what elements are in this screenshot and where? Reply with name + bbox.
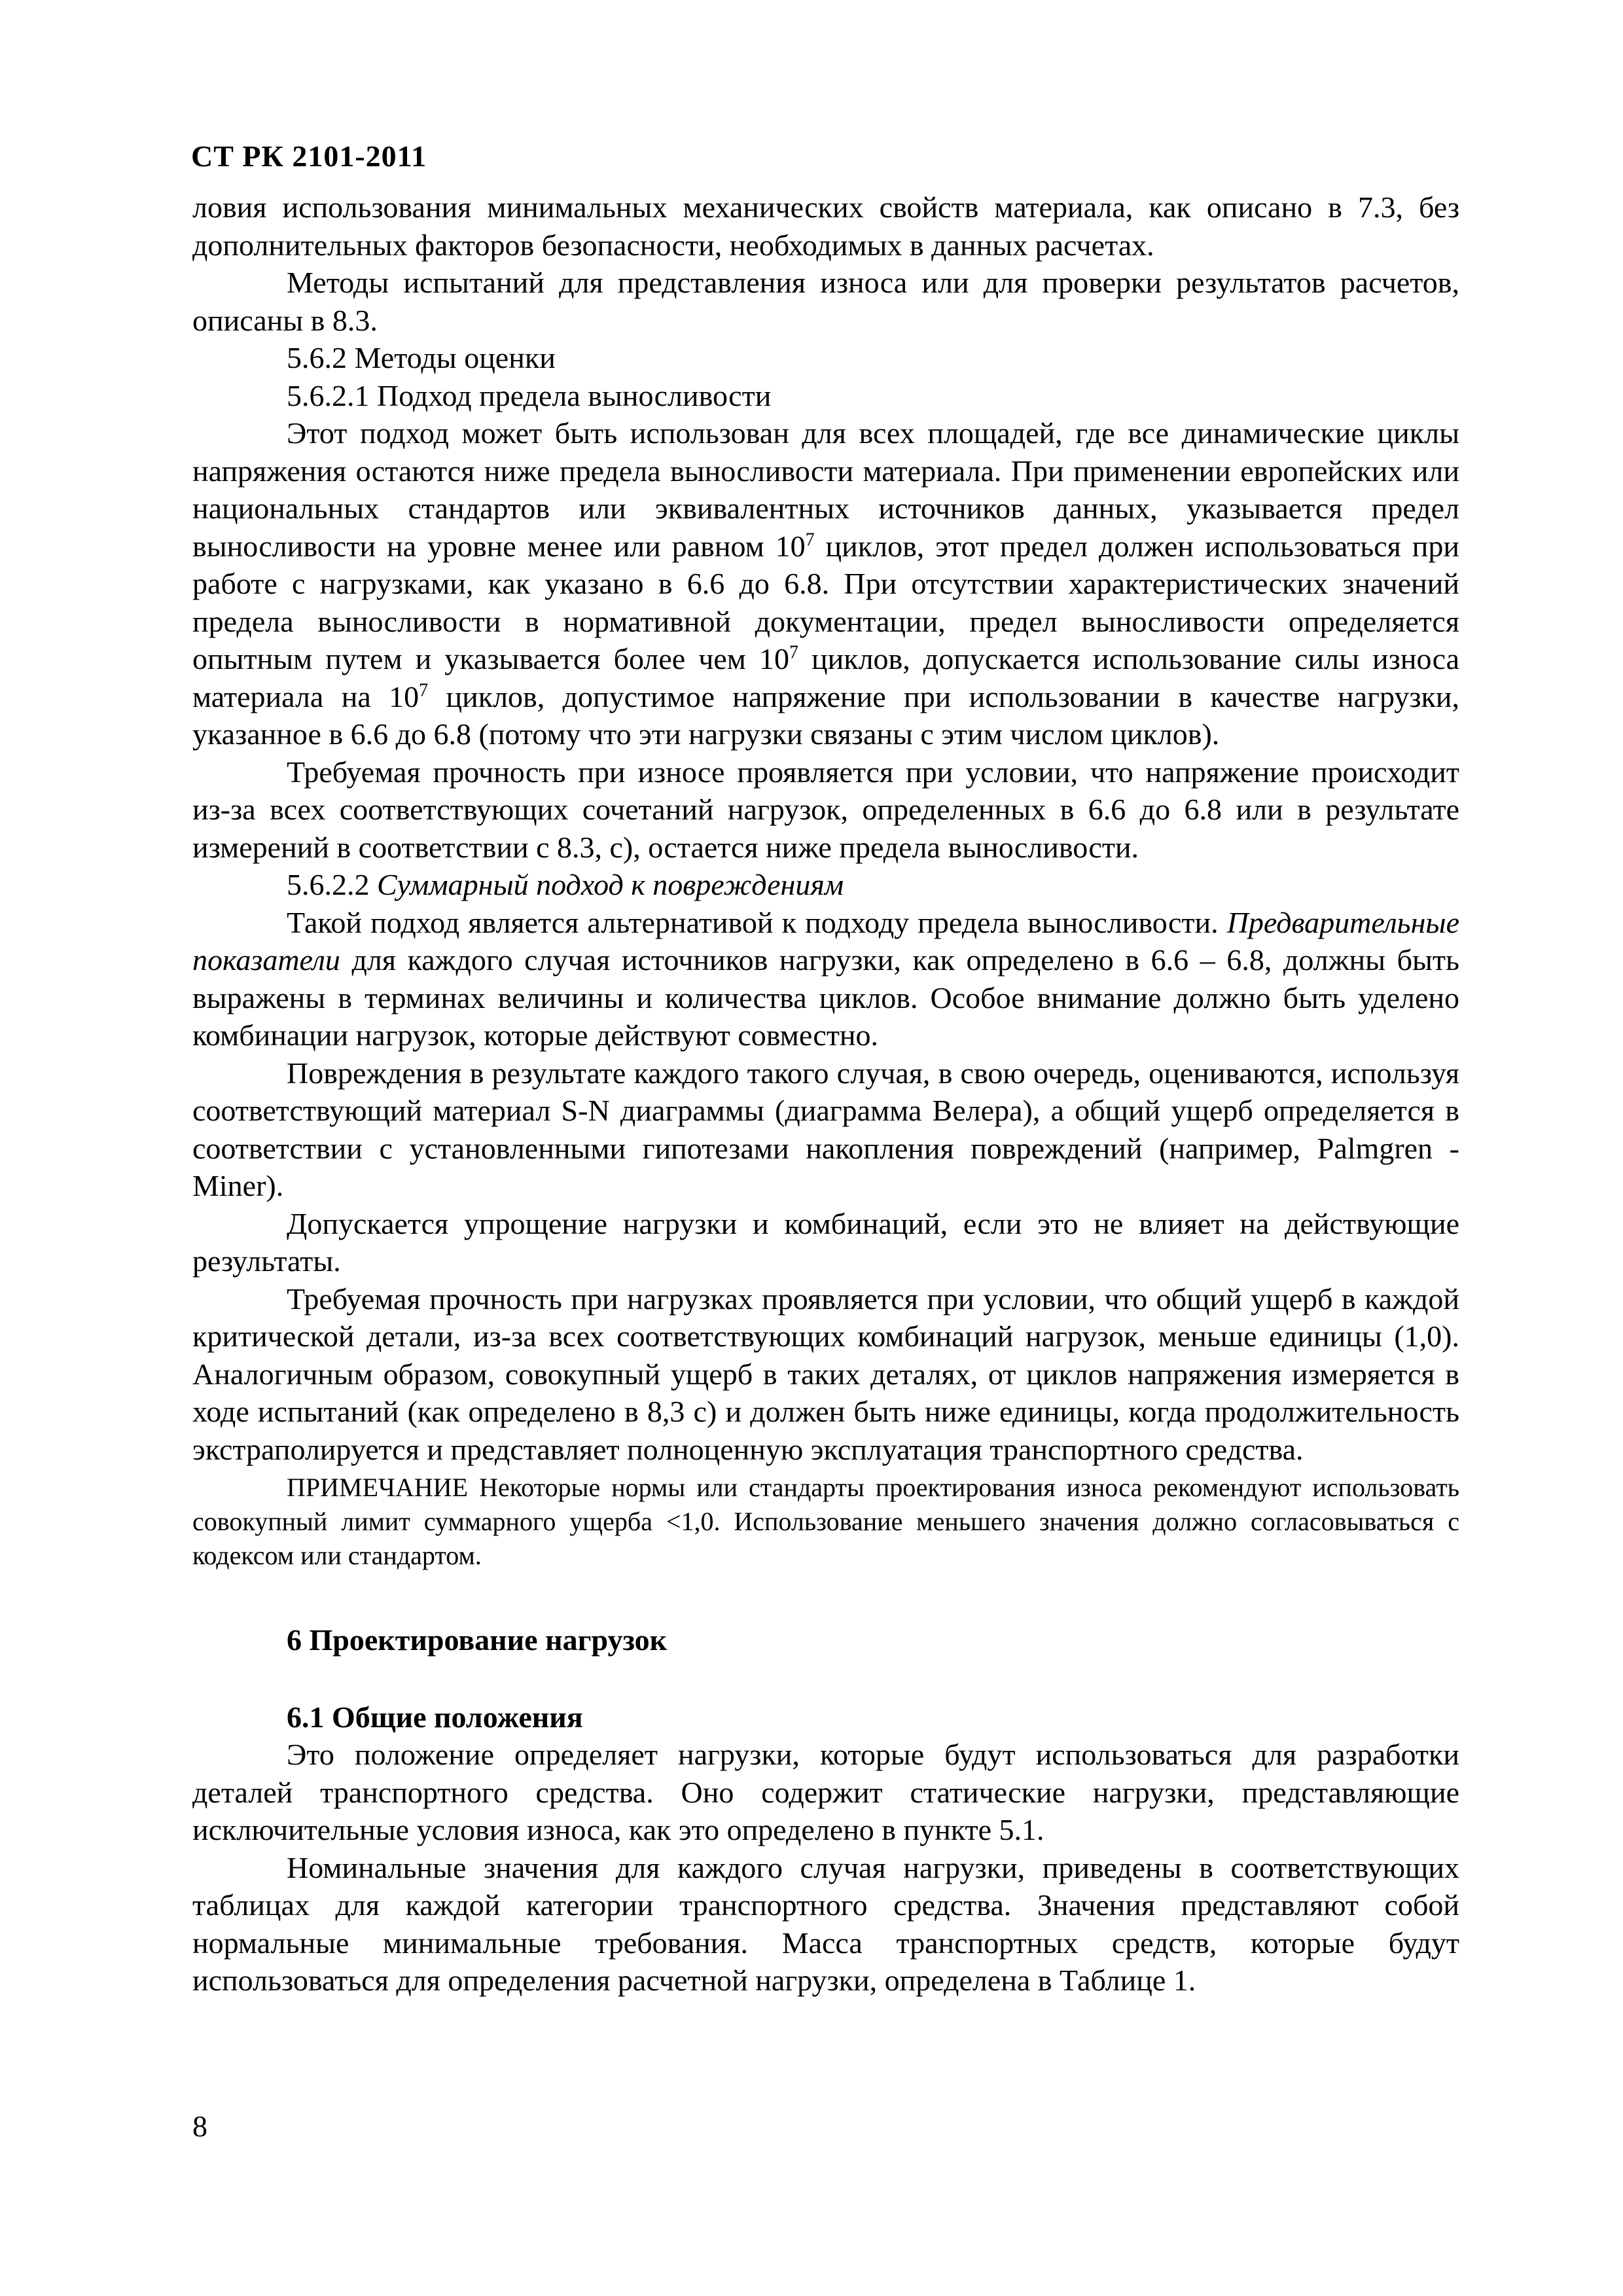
paragraph-continuation: ловия использования минимальных механических свойств материала, как описано в 7.3, без дополнительных факторов безопасности, необходимых в данных расчетах. [192,190,1459,262]
page-number: 8 [192,2109,207,2143]
subheading-title: Суммарный подход к повреждениям [377,868,844,901]
subheading-number: 5.6.2.2 [287,868,377,901]
document-header-code: СТ РК 2101-2011 [191,139,427,173]
superscript-exponent: 7 [789,642,798,663]
text-run: циклов, допустимое напряжение при использовании в качестве нагрузки, указанное в 6.6 до 6.8 (потому что эти нагрузки связаны с этим числом циклов). [192,679,1459,751]
paragraph-load-strength: Требуемая прочность при нагрузках проявляется при условии, что общий ущерб в каждой критической детали, из-за всех соответствующих комбинаций нагрузок, меньше единицы (1,0). Аналогичным образом, совокупный ущерб в таких деталях, от циклов напряжения измеряется в ходе испытаний (как определено в 8,3 с) и должен быть ниже единицы, когда продолжительность экстраполируется и представляет полноценную эксплуатация транспортного средства. [192,1282,1459,1466]
note-paragraph: ПРИМЕЧАНИЕ Некоторые нормы или стандарты проектирования износа рекомендуют использовать совокупный лимит суммарного ущерба <1,0. Использование меньшего значения должно согласовываться с кодексом или стандартом. [192,1473,1459,1570]
text-run: Этот подход может быть использован для всех площадей, где все динамические циклы напряжения остаются ниже предела выносливости материала. При применении европейских или национальных стандартов или эквивалентных источников данных, указывается предел выносливости на уровне менее или равном 10 [192,416,1459,563]
paragraph-endurance-limit [192,414,1459,753]
text-run: Такой подход является альтернативой к подходу предела выносливости. [287,905,1227,939]
text-run: циклов, этот предел должен использоваться при работе с нагрузками, как указано в 6.6 до 6.8. При отсутствии характеристических значений предела выносливости в нормативной документации, предел выносливости определяется опытным путем и указывается более чем 10 [192,529,1459,675]
subheading-5-6-2-1: 5.6.2.1 Подход предела выносливости [287,378,772,412]
text-run: циклов, допускается использование силы износа материала на 10 [192,642,1460,713]
paragraph-damage-assessment: Повреждения в результате каждого такого случая, в свою очередь, оцениваются, используя соответствующий материал S-N диаграммы (диаграмма Велера), а общий ущерб определяется в соответствии с установленными гипотезами накопления повреждений (например, Palmgren - Miner). [192,1056,1459,1202]
section-heading-6-1: 6.1 Общие положения [287,1700,583,1734]
italic-term: Предварительные показатели [192,905,1459,977]
section-heading-6: 6 Проектирование нагрузок [287,1623,668,1657]
superscript-exponent: 7 [419,680,429,701]
document-body [192,188,1459,2000]
subheading-5-6-2-2 [192,866,1459,904]
subheading-5-6-2: 5.6.2 Методы оценки [287,341,556,374]
paragraph-general-provisions: Это положение определяет нагрузки, которые будут использоваться для разработки деталей транспортного средства. Оно содержит статические нагрузки, представляющие исключительные условия износа, как это определено в пункте 5.1. [192,1738,1459,1846]
paragraph-test-methods: Методы испытаний для представления износа или для проверки результатов расчетов, описаны в 8.3. [192,266,1459,337]
paragraph-nominal-values: Номинальные значения для каждого случая нагрузки, приведены в соответствующих таблицах для каждой категории транспортного средства. Значения представляют собой нормальные минимальные требования. Масса транспортных средств, которые будут использоваться для определения расчетной нагрузки, определена в Таблице 1. [192,1850,1459,1997]
superscript-exponent: 7 [805,529,815,550]
text-run: для каждого случая источников нагрузки, как определено в 6.6 – 6.8, должны быть выражены в терминах величины и количества циклов. Особое внимание должно быть уделено комбинации нагрузок, которые действуют совместно. [192,943,1459,1052]
paragraph-wear-strength: Требуемая прочность при износе проявляется при условии, что напряжение происходит из-за всех соответствующих сочетаний нагрузок, определенных в 6.6 до 6.8 или в результате измерений в соответствии с 8.3, с), остается ниже предела выносливости. [192,755,1459,864]
paragraph-cumulative-approach [192,904,1459,1054]
paragraph-simplification: Допускается упрощение нагрузки и комбинаций, если это не влияет на действующие результаты. [192,1206,1459,1278]
